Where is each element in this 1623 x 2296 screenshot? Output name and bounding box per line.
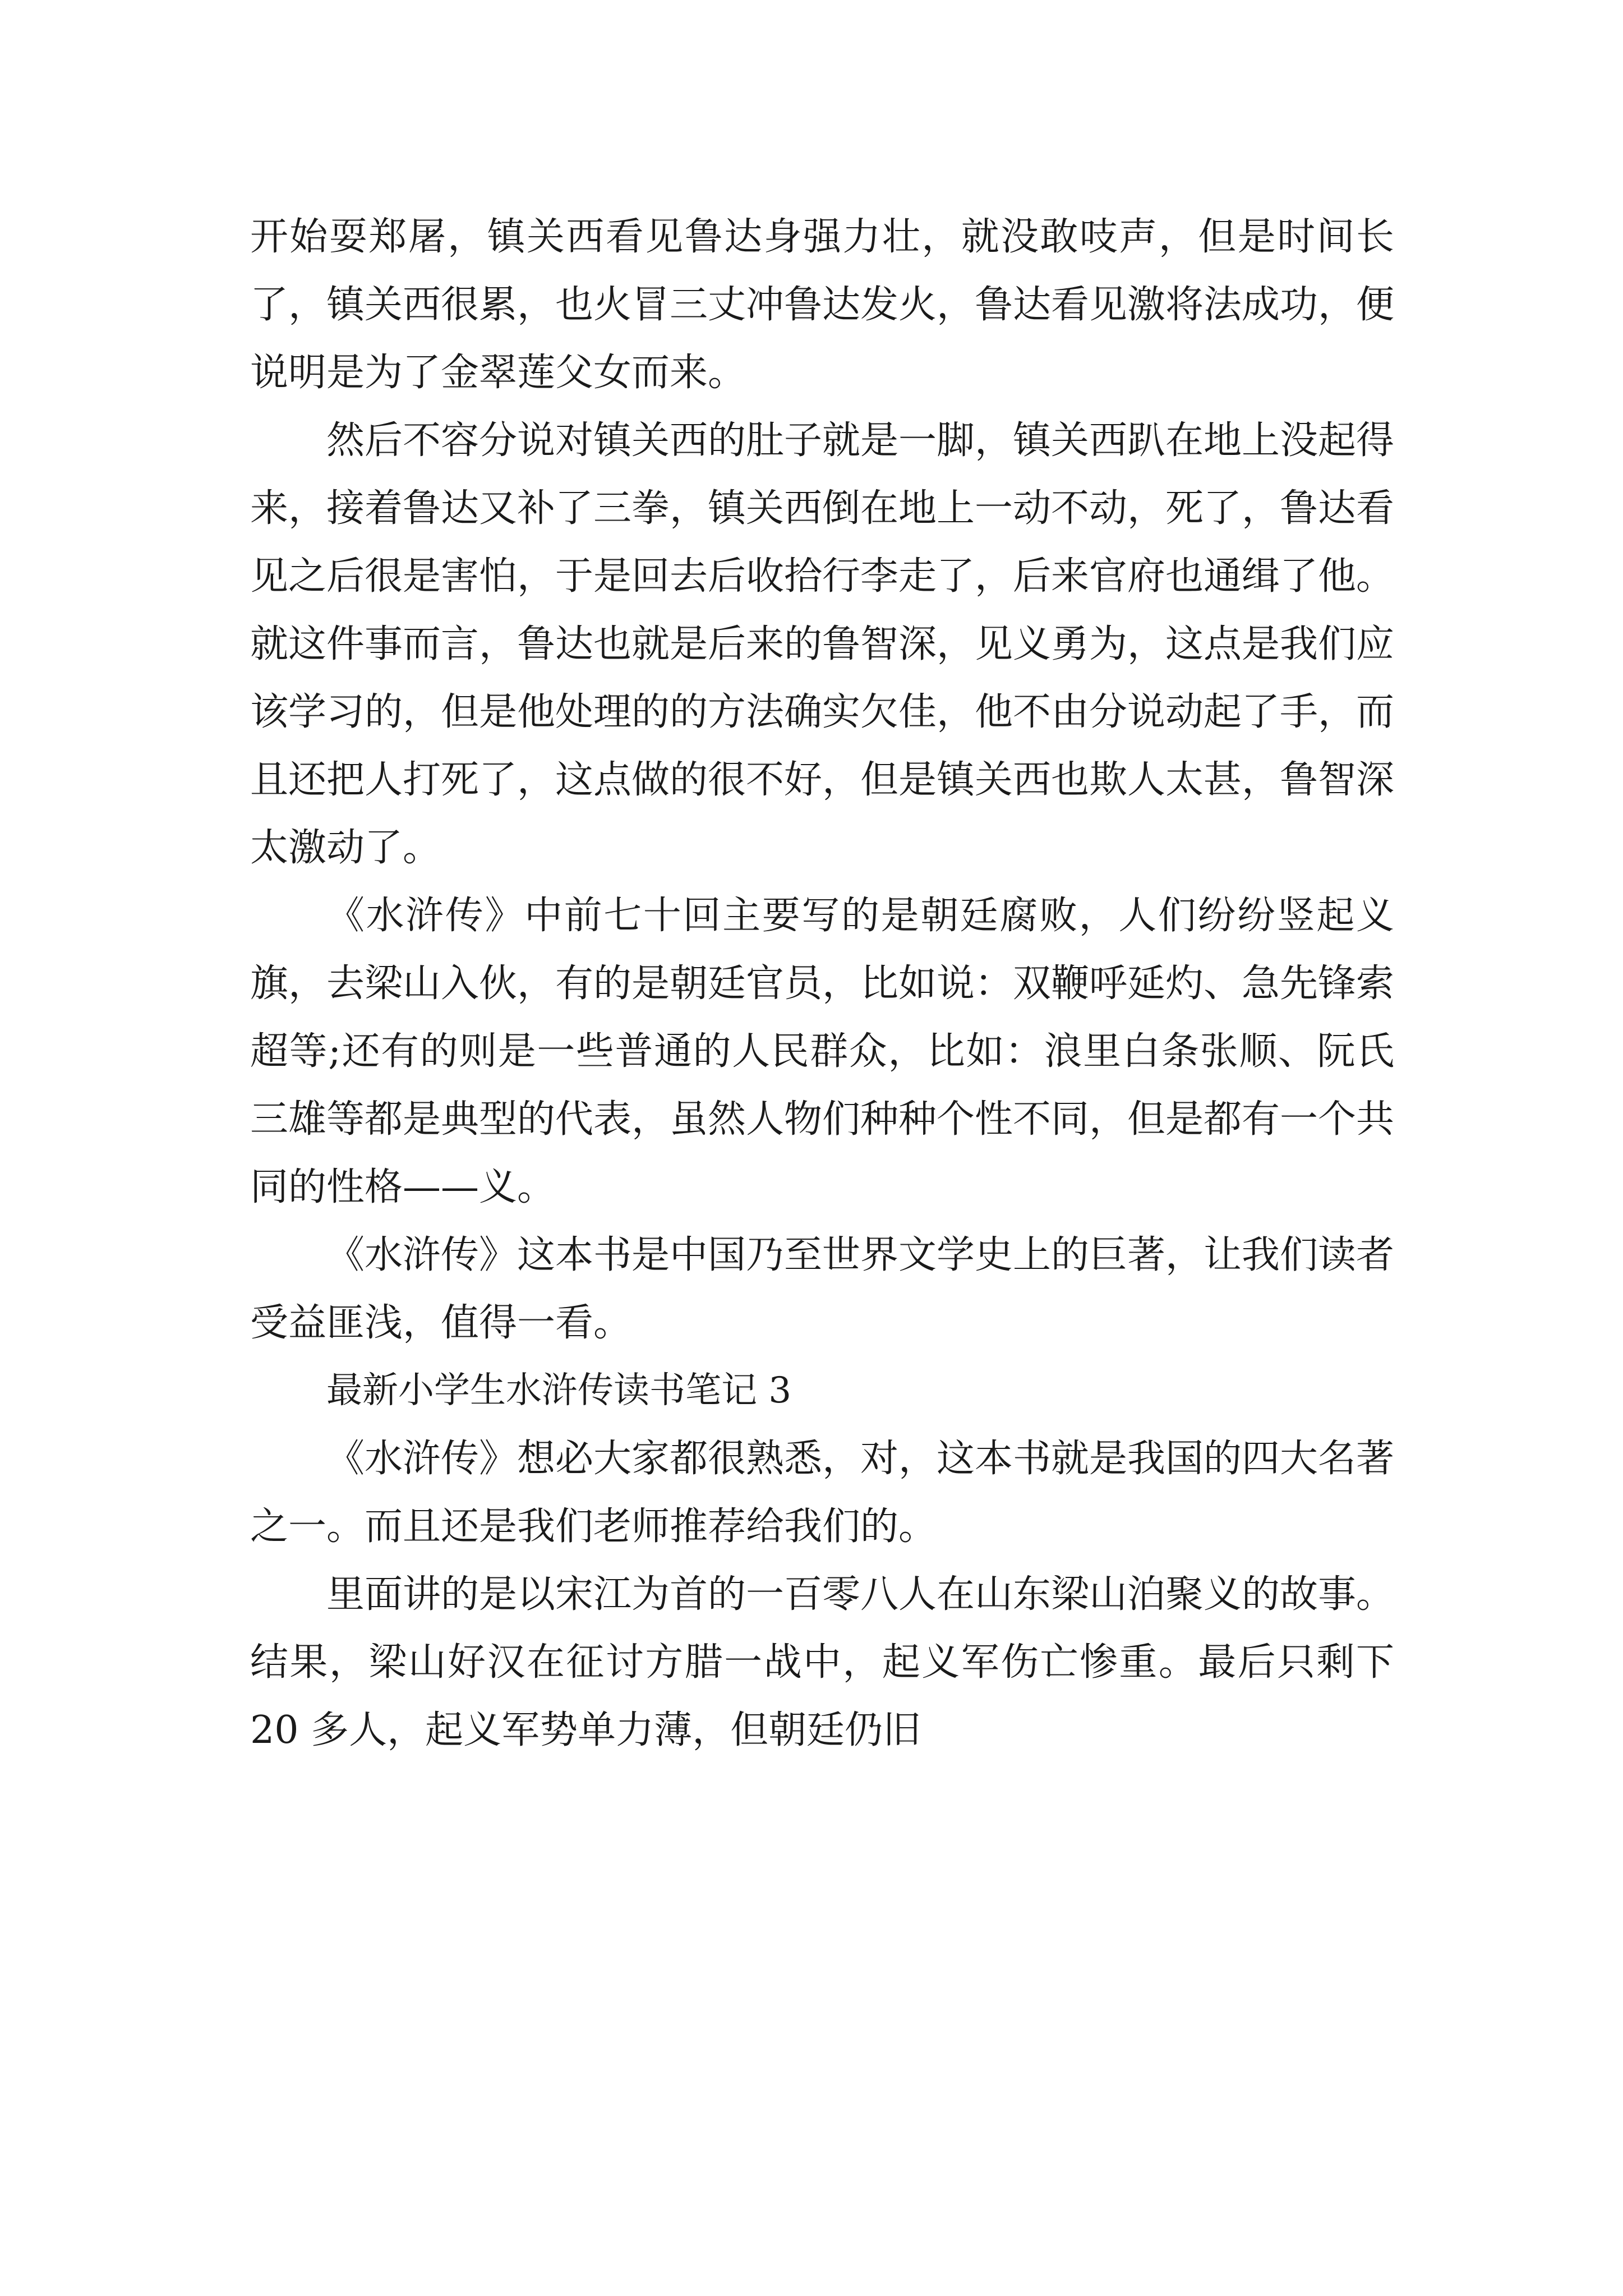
- paragraph-1: 开始耍郑屠，镇关西看见鲁达身强力壮，就没敢吱声，但是时间长了，镇关西很累，也火冒三丈冲鲁达发火，鲁达看见激将法成功，便说明是为了金翠莲父女而来。: [250, 215, 1395, 395]
- paragraph-3: 《水浒传》中前七十回主要写的是朝廷腐败，人们纷纷竖起义旗，去梁山入伙，有的是朝廷官员，比如说：双鞭呼延灼、急先锋索超等;还有的则是一些普通的人民群众，比如：浪里白条张顺、阮氏三雄等都是典型的代表，虽然人物们种种个性不同，但是都有一个共同的性格——义。: [250, 894, 1395, 1209]
- paragraph-5: 《水浒传》想必大家都很熟悉，对，这本书就是我国的四大名著之一。而且还是我们老师推荐给我们的。: [250, 1437, 1395, 1549]
- document-body: [250, 203, 1394, 1764]
- paragraph-6: 里面讲的是以宋江为首的一百零八人在山东梁山泊聚义的故事。结果，梁山好汉在征讨方腊一战中，起义军伤亡惨重。最后只剩下 20 多人，起义军势单力薄，但朝廷仍旧: [250, 1572, 1395, 1752]
- paragraph-2: 然后不容分说对镇关西的肚子就是一脚，镇关西趴在地上没起得来，接着鲁达又补了三拳，镇关西倒在地上一动不动，死了，鲁达看见之后很是害怕，于是回去后收拾行李走了，后来官府也通缉了他。就这件事而言，鲁达也就是后来的鲁智深，见义勇为，这点是我们应该学习的，但是他处理的的方法确实欠佳，他不由分说动起了手，而且还把人打死了，这点做的很不好，但是镇关西也欺人太甚，鲁智深太激动了。: [250, 418, 1395, 870]
- paragraph-4: 《水浒传》这本书是中国乃至世界文学史上的巨著，让我们读者受益匪浅，值得一看。: [250, 1233, 1395, 1345]
- section-heading: 最新小学生水浒传读书笔记 3: [326, 1370, 792, 1411]
